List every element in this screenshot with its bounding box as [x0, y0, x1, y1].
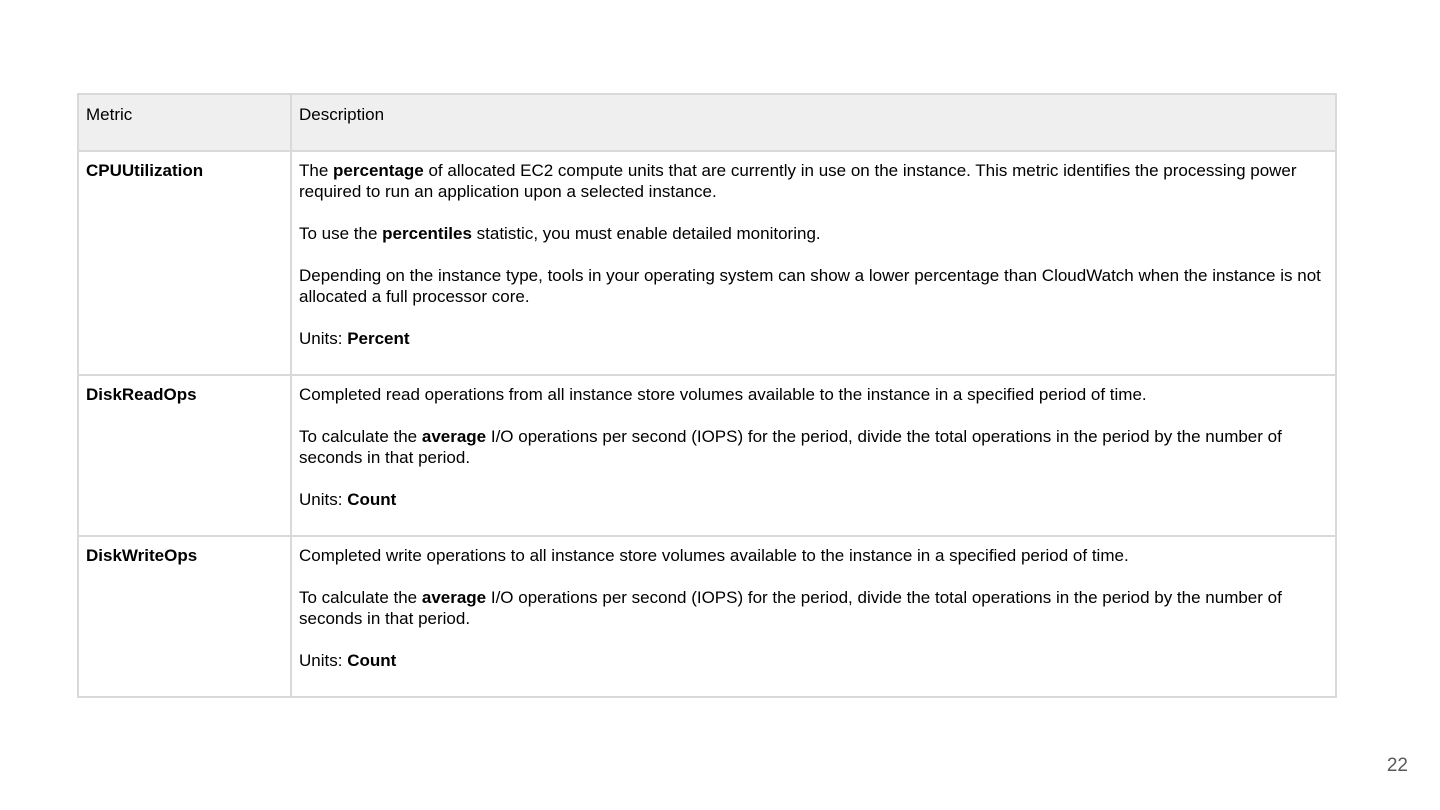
header-metric: Metric — [78, 94, 291, 151]
units-value: Count — [347, 490, 397, 509]
description-paragraph: The percentage of allocated EC2 compute units that are currently in use on the instance. This metric identifies the processing power required to run an application upon a selected instance. — [299, 161, 1297, 201]
metrics-table — [77, 93, 1337, 698]
description-paragraph: To use the percentiles statistic, you must enable detailed monitoring. — [299, 224, 821, 243]
description-paragraph: To calculate the average I/O operations per second (IOPS) for the period, divide the total operations in the period by the number of seconds in that period. — [299, 427, 1282, 467]
description-paragraph: Depending on the instance type, tools in your operating system can show a lower percentage than CloudWatch when the instance is not allocated a full processor core. — [299, 266, 1321, 306]
units-value: Count — [347, 651, 397, 670]
metric-name: CPUUtilization — [78, 151, 291, 375]
description-paragraph: Completed write operations to all instance store volumes available to the instance in a specified period of time. — [299, 546, 1129, 565]
units-line: Units: Count — [299, 490, 397, 509]
metric-name: DiskWriteOps — [78, 536, 291, 697]
description-paragraph: To calculate the average I/O operations per second (IOPS) for the period, divide the total operations in the period by the number of seconds in that period. — [299, 588, 1282, 628]
metric-description — [291, 151, 1336, 375]
table-header-row — [78, 94, 1336, 151]
units-value: Percent — [347, 329, 410, 348]
metric-description — [291, 536, 1336, 697]
metric-name: DiskReadOps — [78, 375, 291, 536]
page-number: 22 — [1386, 755, 1408, 776]
units-line: Units: Count — [299, 651, 397, 670]
units-line: Units: Percent — [299, 329, 410, 348]
metric-description — [291, 375, 1336, 536]
table-row — [78, 536, 1336, 697]
table-row — [78, 151, 1336, 375]
header-description: Description — [291, 94, 1336, 151]
table-row — [78, 375, 1336, 536]
description-paragraph: Completed read operations from all instance store volumes available to the instance in a specified period of time. — [299, 385, 1147, 404]
